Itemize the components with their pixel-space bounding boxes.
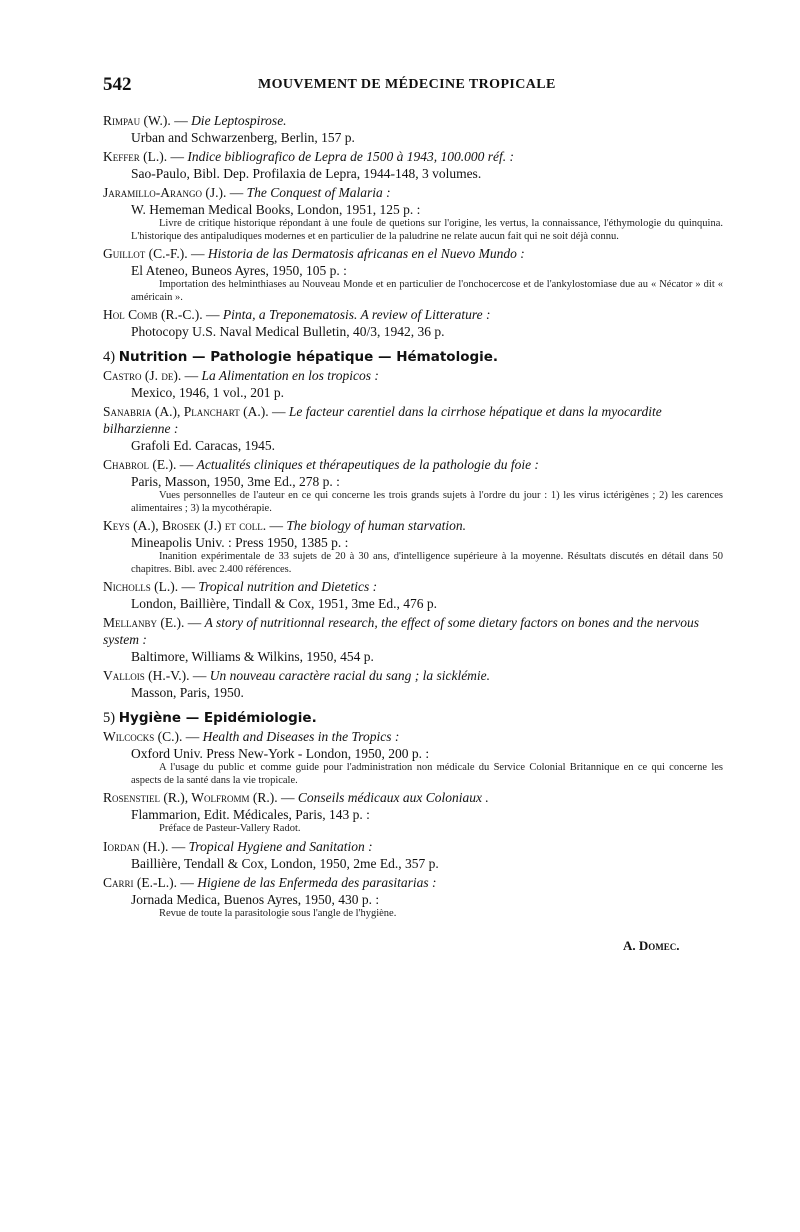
entry-title: The biology of human starvation. <box>286 518 466 533</box>
bibliography-entry <box>103 184 723 243</box>
page-number: 542 <box>103 74 132 95</box>
entry-author: Mellanby (E.). <box>103 615 185 630</box>
entry-publisher: Oxford Univ. Press New-York - London, 1950, 200 p. : <box>131 746 430 761</box>
entry-publisher: Photocopy U.S. Naval Medical Bulletin, 40/3, 1942, 36 p. <box>131 324 445 339</box>
entry-author: Sanabria (A.), Planchart (A.). <box>103 404 269 419</box>
entry-title: Health and Diseases in the Tropics : <box>202 729 400 744</box>
entry-note: A l'usage du public et comme guide pour l'administration non médicale du Service Colonial Britannique en ce qui concerne les aspects de la santé dans la vie tropicale. <box>131 762 723 786</box>
entry-title: A story of nutritionnal research, the effect of some dietary factors on bones and the nervous system : <box>103 615 700 647</box>
bibliography-entry <box>103 874 723 921</box>
entry-publisher: Mexico, 1946, 1 vol., 201 p. <box>131 385 284 400</box>
entry-title: Indice bibliografico de Lepra de 1500 à 1943, 100.000 réf. : <box>187 149 514 164</box>
author-signature: A. Domec. <box>623 938 680 953</box>
citation-line: Chabrol (E.). — Actualités cliniques et thérapeutiques de la pathologie du foie : <box>103 457 539 472</box>
entry-author: Nicholls (L.). <box>103 579 179 594</box>
entry-author: Rimpau (W.). <box>103 113 171 128</box>
citation-line: Mellanby (E.). — A story of nutritionnal research, the effect of some dietary factors on bones and the nervous system : <box>103 615 700 647</box>
bibliography-entry <box>103 403 723 454</box>
entry-title: Higiene de las Enfermeda des parasitarias : <box>197 874 437 890</box>
entry-title: La Alimentation en los tropicos : <box>201 368 379 383</box>
entry-author: Chabrol (E.). <box>103 457 177 472</box>
entry-publisher: El Ateneo, Buneos Ayres, 1950, 105 p. : <box>131 263 347 278</box>
entry-author: Carri (E.-L.). <box>103 874 177 890</box>
citation-line: Keys (A.), Brosek (J.) et coll. — The biology of human starvation. <box>103 518 466 533</box>
citation-line: Castro (J. de). — La Alimentation en los tropicos : <box>103 368 379 383</box>
entry-title: Conseils médicaux aux Coloniaux . <box>297 790 489 805</box>
bibliography-entry <box>103 245 723 304</box>
citation-line: Jaramillo-Arango (J.). — The Conquest of Malaria : <box>103 185 391 200</box>
entry-author: Rosenstiel (R.), Wolfromm (R.). <box>103 790 278 805</box>
entry-note: Importation des helminthiases au Nouveau Monde et en particulier de l'onchocercose et de l'ankylostomiase due au « Nécator » dit « américain ». <box>131 279 723 303</box>
entry-title: Tropical nutrition and Dietetics : <box>198 579 378 594</box>
entry-author: Keys (A.), Brosek (J.) et coll. <box>103 518 267 533</box>
citation-line: Vallois (H.-V.). — Un nouveau caractère racial du sang ; la sicklémie. <box>103 668 491 683</box>
citation-line: Rimpau (W.). — Die Leptospirose. <box>103 113 287 128</box>
entry-title: Actualités cliniques et thérapeutiques de la pathologie du foie : <box>196 457 539 472</box>
entry-title: Historia de las Dermatosis africanas en el Nuevo Mundo : <box>207 246 525 261</box>
entry-author: Wilcocks (C.). <box>103 729 183 744</box>
entry-note: Revue de toute la parasitologie sous l'angle de l'hygiène. <box>159 907 397 919</box>
entry-author: Iordan (H.). <box>103 838 169 854</box>
entry-author: Vallois (H.-V.). <box>103 668 190 683</box>
citation-line: Sanabria (A.), Planchart (A.). — Le facteur carentiel dans la cirrhose hépatique et dans la myocardite bilharzienne : <box>103 404 662 436</box>
entry-note: Vues personnelles de l'auteur en ce qui concerne les trois grands sujets à l'ordre du jour : 1) les virus ictérigènes ; 2) les carences alimentaires ; 3) la mycothérapie. <box>131 490 723 514</box>
section-number: 5) <box>103 710 116 726</box>
section-title: Nutrition — Pathologie hépatique — Hématologie. <box>118 349 499 365</box>
entry-note: Préface de Pasteur-Vallery Radot. <box>159 823 301 834</box>
citation-line: Hol Comb (R.-C.). — Pinta, a Treponematosis. A review of Litterature : <box>103 307 491 322</box>
entry-title: Die Leptospirose. <box>191 113 287 128</box>
entry-publisher: Baillière, Tendall & Cox, London, 1950, 2me Ed., 357 p. <box>131 855 439 871</box>
bibliography-list <box>103 112 723 922</box>
bibliography-entry <box>103 456 723 515</box>
entry-title: Un nouveau caractère racial du sang ; la sicklémie. <box>209 668 491 683</box>
bibliography-entry <box>103 728 723 787</box>
citation-line: Guillot (C.-F.). — Historia de las Dermatosis africanas en el Nuevo Mundo : <box>103 246 525 261</box>
entry-publisher: Masson, Paris, 1950. <box>131 685 244 700</box>
entry-publisher: London, Baillière, Tindall & Cox, 1951, 3me Ed., 476 p. <box>131 596 437 611</box>
running-title: MOUVEMENT DE MÉDECINE TROPICALE <box>258 77 556 92</box>
bibliography-entry <box>103 148 723 182</box>
entry-publisher: W. Hememan Medical Books, London, 1951, 125 p. : <box>131 202 421 217</box>
entry-title: The Conquest of Malaria : <box>246 185 391 200</box>
entry-publisher: Urban and Schwarzenberg, Berlin, 157 p. <box>131 130 355 145</box>
entry-publisher: Flammarion, Edit. Médicales, Paris, 143 p. : <box>131 807 370 822</box>
bibliography-entry <box>103 112 723 146</box>
entry-note: Livre de critique historique répondant à une foule de quetions sur l'origine, les vertus, la connaissance, l'éthymologie du quinquina. L'historique des antipaludiques modernes et en particulier de la paludrine ne relate aucun fait qui ne soit déjà connu. <box>131 218 723 242</box>
entry-title: Pinta, a Treponematosis. A review of Litterature : <box>222 307 491 322</box>
entry-title: Le facteur carentiel dans la cirrhose hépatique et dans la myocardite bilharzienne : <box>103 404 662 436</box>
citation-line: Wilcocks (C.). — Health and Diseases in the Tropics : <box>103 729 400 744</box>
page-header <box>103 74 703 96</box>
section-heading <box>103 709 723 727</box>
entry-author: Jaramillo-Arango (J.). <box>103 185 227 200</box>
section-number: 4) <box>103 349 116 365</box>
citation-line: Keffer (L.). — Indice bibliografico de Lepra de 1500 à 1943, 100.000 réf. : <box>103 149 514 164</box>
entry-author: Guillot (C.-F.). <box>103 246 188 261</box>
bibliography-entry <box>103 578 723 612</box>
bibliography-entry <box>103 517 723 576</box>
entry-author: Keffer (L.). <box>103 149 168 164</box>
bibliography-entry <box>103 789 723 836</box>
entry-publisher: Baltimore, Williams & Wilkins, 1950, 454 p. <box>131 649 374 664</box>
entry-publisher: Paris, Masson, 1950, 3me Ed., 278 p. : <box>131 474 340 489</box>
bibliography-entry <box>103 838 723 872</box>
entry-author: Castro (J. de). <box>103 368 182 383</box>
section-heading <box>103 348 723 366</box>
bibliography-entry <box>103 367 723 401</box>
section-title: Hygiène — Epidémiologie. <box>118 710 317 726</box>
entry-note: Inanition expérimentale de 33 sujets de 20 à 30 ans, d'intelligence supérieure à la moyenne. Résultats discutés en détail dans 50 chapitres. Bibl. avec 2.400 références. <box>131 551 723 575</box>
bibliography-entry <box>103 306 723 340</box>
bibliography-entry <box>103 667 723 701</box>
entry-publisher: Grafoli Ed. Caracas, 1945. <box>131 438 275 453</box>
citation-line: Nicholls (L.). — Tropical nutrition and Dietetics : <box>103 579 378 594</box>
citation-line: Iordan (H.). — Tropical Hygiene and Sanitation : <box>103 838 373 854</box>
entry-title: Tropical Hygiene and Sanitation : <box>188 838 373 854</box>
citation-line: Carri (E.-L.). — Higiene de las Enfermeda des parasitarias : <box>103 874 437 890</box>
entry-publisher: Mineapolis Univ. : Press 1950, 1385 p. : <box>131 535 349 550</box>
entry-publisher: Jornada Medica, Buenos Ayres, 1950, 430 p. : <box>131 891 380 907</box>
bibliography-entry <box>103 614 723 665</box>
citation-line: Rosenstiel (R.), Wolfromm (R.). — Conseils médicaux aux Coloniaux . <box>103 790 489 805</box>
entry-author: Hol Comb (R.-C.). <box>103 307 203 322</box>
entry-publisher: Sao-Paulo, Bibl. Dep. Profilaxia de Lepra, 1944-148, 3 volumes. <box>131 166 482 181</box>
